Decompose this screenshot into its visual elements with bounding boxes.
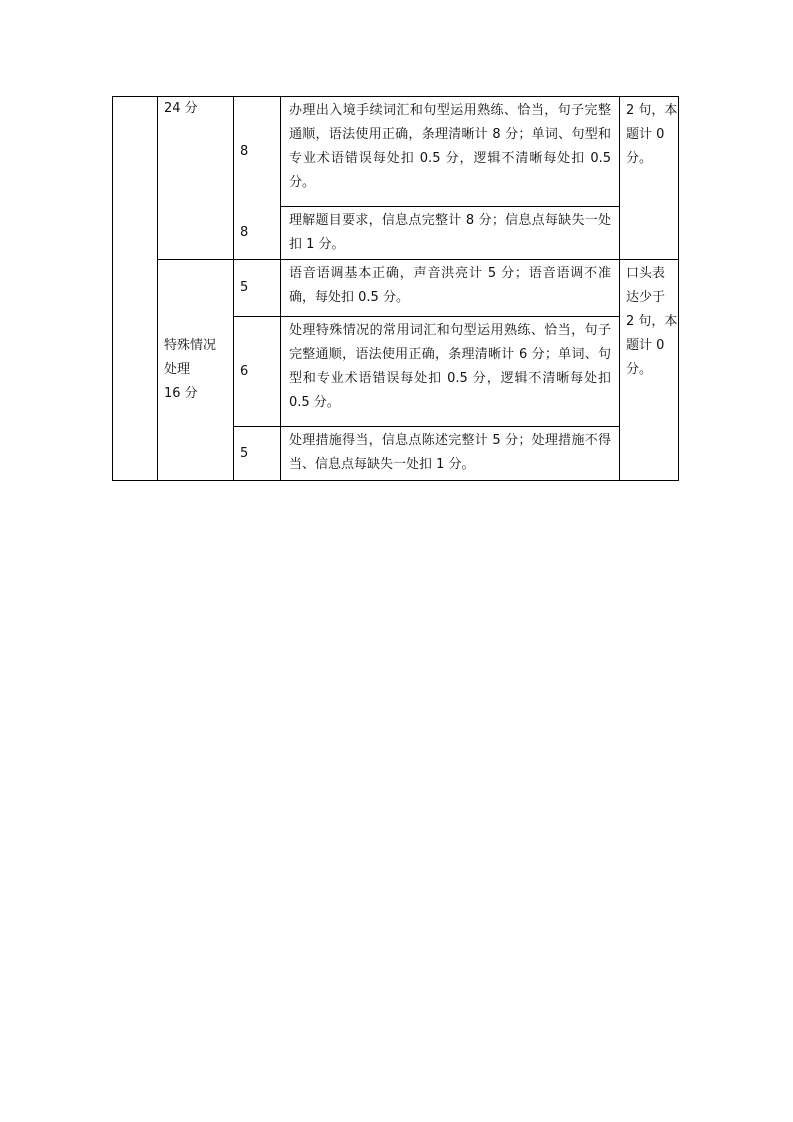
criteria-cell	[281, 207, 619, 259]
criteria-text: 处理措施得当，信息点陈述完整计 5 分；处理措施不得当、信息点每缺失一处扣 1 分。	[289, 433, 611, 472]
table-border-right	[678, 96, 679, 481]
note-line: 口头表	[626, 266, 666, 281]
score-value: 6	[240, 363, 249, 379]
category-cell	[158, 260, 233, 480]
note-line: 达少于	[626, 290, 666, 305]
note-line: 2 句，本	[626, 314, 678, 329]
score-cell	[234, 317, 280, 426]
table-border-left	[112, 96, 113, 481]
note-line: 2 句，本	[626, 103, 678, 118]
score-cell	[234, 207, 280, 259]
note-line: 题计 0	[626, 338, 665, 353]
score-value: 8	[240, 225, 249, 240]
score-value: 8	[240, 143, 249, 159]
score-value: 5	[240, 445, 249, 461]
note-line: 分。	[626, 151, 653, 166]
criteria-text: 语音语调基本正确，声音洪亮计 5 分；语音语调不准确，每处扣 0.5 分。	[289, 266, 611, 305]
criteria-cell	[281, 260, 619, 316]
note-line: 题计 0	[626, 127, 665, 142]
criteria-cell	[281, 317, 619, 426]
category-score: 24 分	[164, 101, 198, 116]
note-line: 分。	[626, 362, 653, 377]
note-cell	[620, 97, 678, 259]
category-name: 处理	[164, 362, 191, 377]
score-cell	[234, 427, 280, 480]
criteria-text: 办理出入境手续词汇和句型运用熟练、恰当，句子完整通顺，语法使用正确，条理清晰计 8 分；单词、句型和专业术语错误每处扣 0.5 分，逻辑不清晰每处扣 0.5 分。	[289, 103, 611, 190]
table-border-bottom	[112, 480, 679, 481]
category-cell	[158, 97, 233, 127]
note-cell	[620, 260, 678, 480]
score-cell	[234, 97, 280, 206]
score-value: 5	[240, 280, 249, 295]
score-cell	[234, 260, 280, 316]
category-score: 16 分	[164, 386, 198, 401]
criteria-text: 理解题目要求，信息点完整计 8 分；信息点每缺失一处扣 1 分。	[289, 213, 611, 252]
criteria-cell	[281, 97, 619, 206]
criteria-text: 处理特殊情况的常用词汇和句型运用熟练、恰当，句子完整通顺，语法使用正确，条理清晰计 6 分；单词、句型和专业术语错误每处扣 0.5 分，逻辑不清晰每处扣 0.5 分。	[289, 323, 611, 410]
category-name: 特殊情况	[164, 338, 217, 353]
criteria-cell	[281, 427, 619, 480]
